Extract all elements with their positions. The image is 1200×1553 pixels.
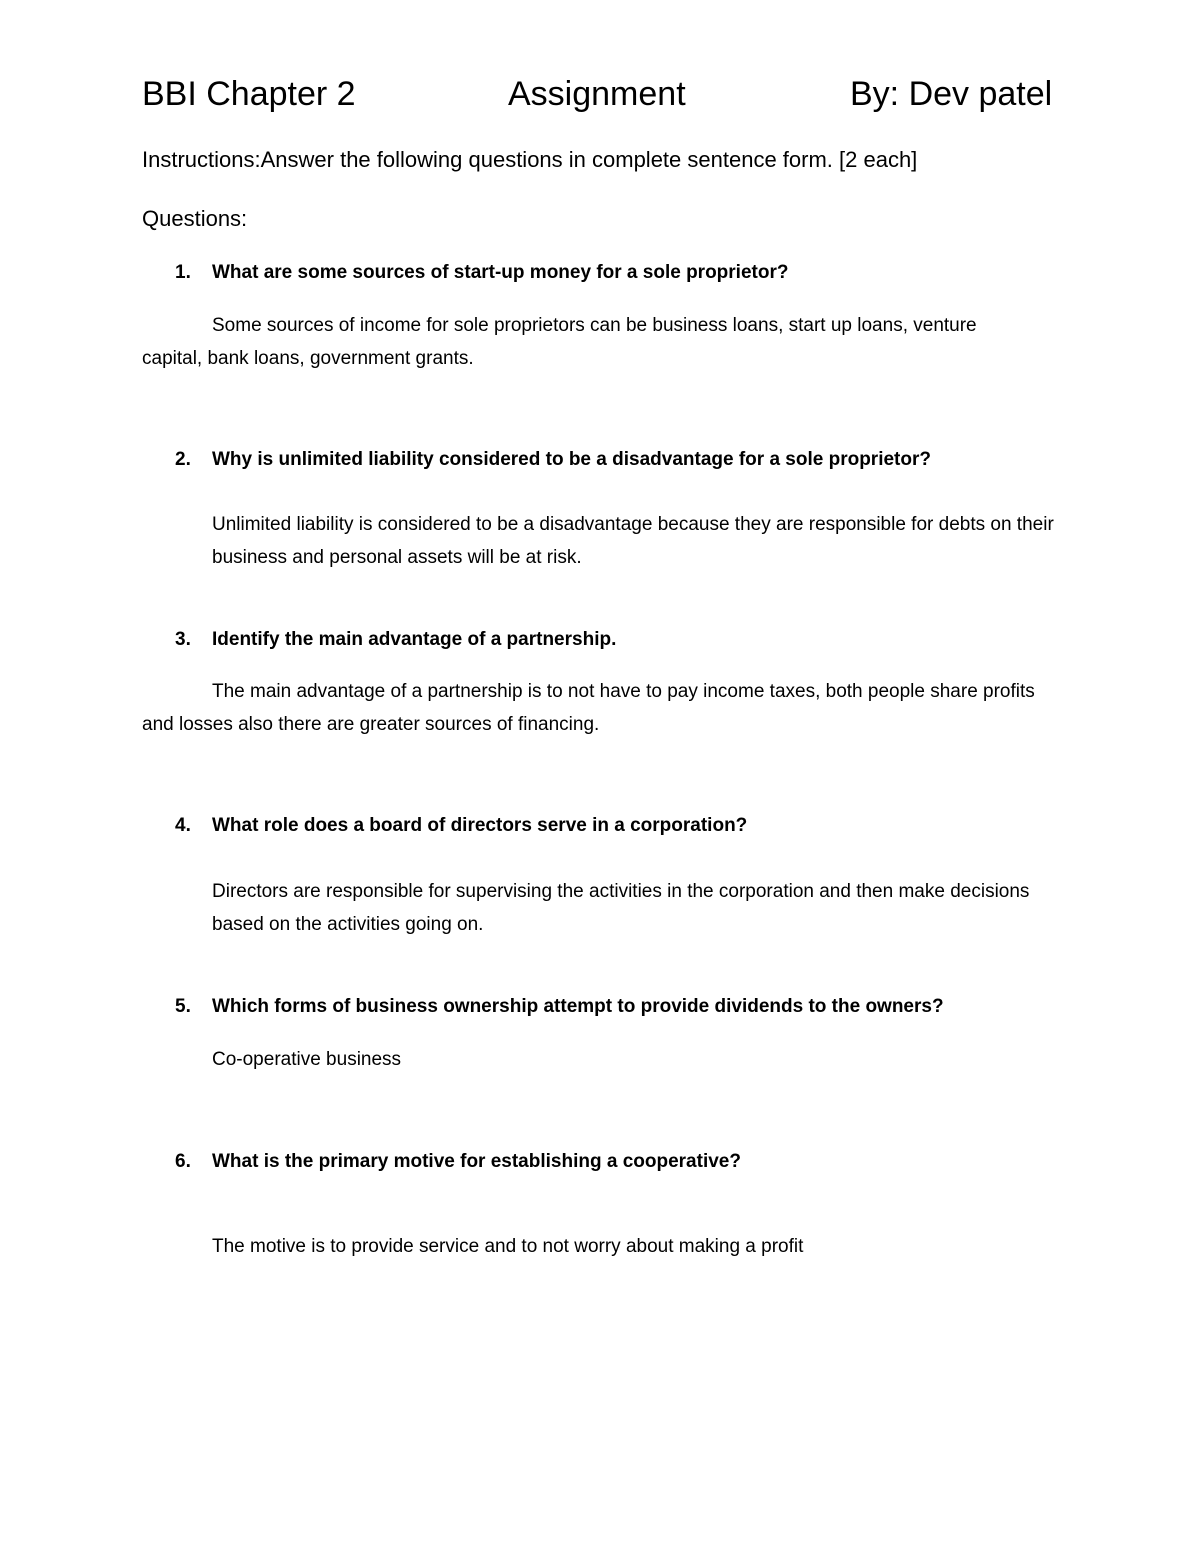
question-text: What are some sources of start-up money for a sole proprietor? [212, 262, 789, 283]
title-author: By: Dev patel [850, 75, 1053, 113]
question-number: 5. [175, 996, 191, 1017]
question-number: 3. [175, 629, 191, 650]
question-6 [175, 1151, 741, 1173]
question-text: What is the primary motive for establishing a cooperative? [212, 1151, 741, 1172]
instructions: Instructions:Answer the following questions in complete sentence form. [2 each] [142, 147, 918, 172]
question-5 [175, 996, 944, 1018]
question-3 [175, 629, 616, 651]
answer-5: Co-operative business [212, 1049, 402, 1070]
question-1 [175, 262, 788, 284]
answer-2: Unlimited liability is considered to be a disadvantage because they are responsible for debts on their business and personal assets will be at risk. [212, 514, 1054, 568]
title-course: BBI Chapter 2 [142, 75, 356, 113]
question-4 [175, 815, 747, 837]
answer-6: The motive is to provide service and to not worry about making a profit [212, 1236, 804, 1257]
question-text: Why is unlimited liability considered to be a disadvantage for a sole proprietor? [212, 449, 931, 470]
question-text: Identify the main advantage of a partnership. [212, 629, 617, 650]
title-assignment: Assignment [508, 75, 686, 113]
question-number: 6. [175, 1151, 191, 1172]
answer-1: Some sources of income for sole proprietors can be business loans, start up loans, venture capital, bank loans, government grants. [142, 315, 977, 369]
question-number: 2. [175, 449, 191, 470]
answer-4: Directors are responsible for supervising the activities in the corporation and then make decisions based on the activities going on. [212, 881, 1030, 935]
question-2 [175, 449, 931, 471]
questions-heading: Questions: [142, 206, 248, 231]
question-number: 4. [175, 815, 191, 836]
question-number: 1. [175, 262, 191, 283]
question-text: What role does a board of directors serve in a corporation? [212, 815, 748, 836]
answer-3: The main advantage of a partnership is to not have to pay income taxes, both people share profits and losses also there are greater sources of financing. [142, 681, 1035, 735]
question-text: Which forms of business ownership attempt to provide dividends to the owners? [212, 996, 944, 1017]
